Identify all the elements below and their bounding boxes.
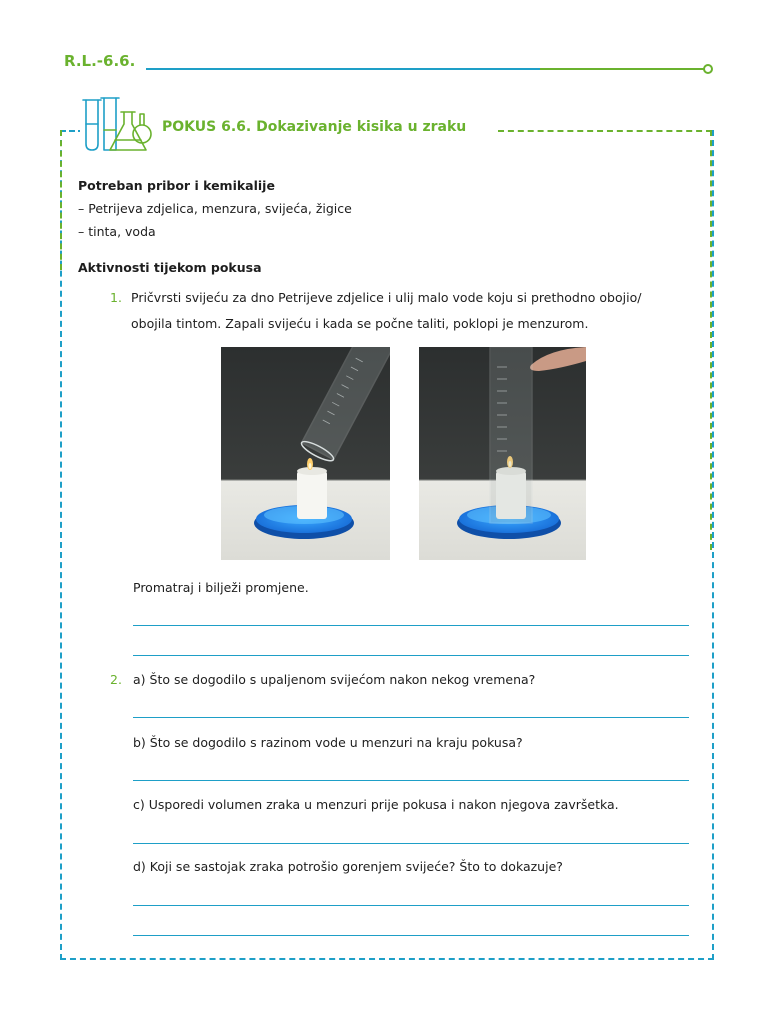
frame-right-edge-accent xyxy=(710,130,712,550)
materials-item: – Petrijeva zdjelica, menzura, svijeća, žigice xyxy=(78,201,352,216)
question-b: b) Što se dogodilo s razinom vode u menzuri na kraju pokusa? xyxy=(133,735,523,750)
answer-line[interactable] xyxy=(133,935,689,936)
observe-instruction: Promatraj i bilježi promjene. xyxy=(133,580,309,595)
question-c: c) Usporedi volumen zraka u menzuri prije pokusa i nakon njegova završetka. xyxy=(133,797,619,812)
materials-heading: Potreban pribor i kemikalije xyxy=(78,178,275,193)
step-number: 1. xyxy=(110,290,122,305)
question-d: d) Koji se sastojak zraka potrošio gorenjem svijeće? Što to dokazuje? xyxy=(133,859,563,874)
step-number: 2. xyxy=(110,672,122,687)
materials-item: – tinta, voda xyxy=(78,224,156,239)
experiment-title: POKUS 6.6. Dokazivanje kisika u zraku xyxy=(162,119,472,135)
activities-heading: Aktivnosti tijekom pokusa xyxy=(78,260,262,275)
answer-line[interactable] xyxy=(133,717,689,718)
header-rule-accent xyxy=(540,68,705,70)
frame-left-edge-accent xyxy=(60,130,62,270)
answer-line[interactable] xyxy=(133,843,689,844)
answer-line[interactable] xyxy=(133,905,689,906)
answer-line[interactable] xyxy=(133,625,689,626)
answer-line[interactable] xyxy=(133,780,689,781)
lab-glassware-icon xyxy=(80,94,154,156)
header-rule-end-dot xyxy=(703,64,713,74)
experiment-photo-covered xyxy=(419,347,586,560)
answer-line[interactable] xyxy=(133,655,689,656)
step-text: obojila tintom. Zapali svijeću i kada se počne taliti, poklopi je menzurom. xyxy=(131,316,589,331)
question-a: a) Što se dogodilo s upaljenom svijećom nakon nekog vremena? xyxy=(133,672,536,687)
step-text: Pričvrsti svijeću za dno Petrijeve zdjelice i ulij malo vode koju si prethodno obojio/ xyxy=(131,290,642,305)
frame-top-edge-right xyxy=(498,130,712,132)
experiment-photo-before xyxy=(221,347,390,560)
worksheet-code: R.L.-6.6. xyxy=(64,52,136,70)
